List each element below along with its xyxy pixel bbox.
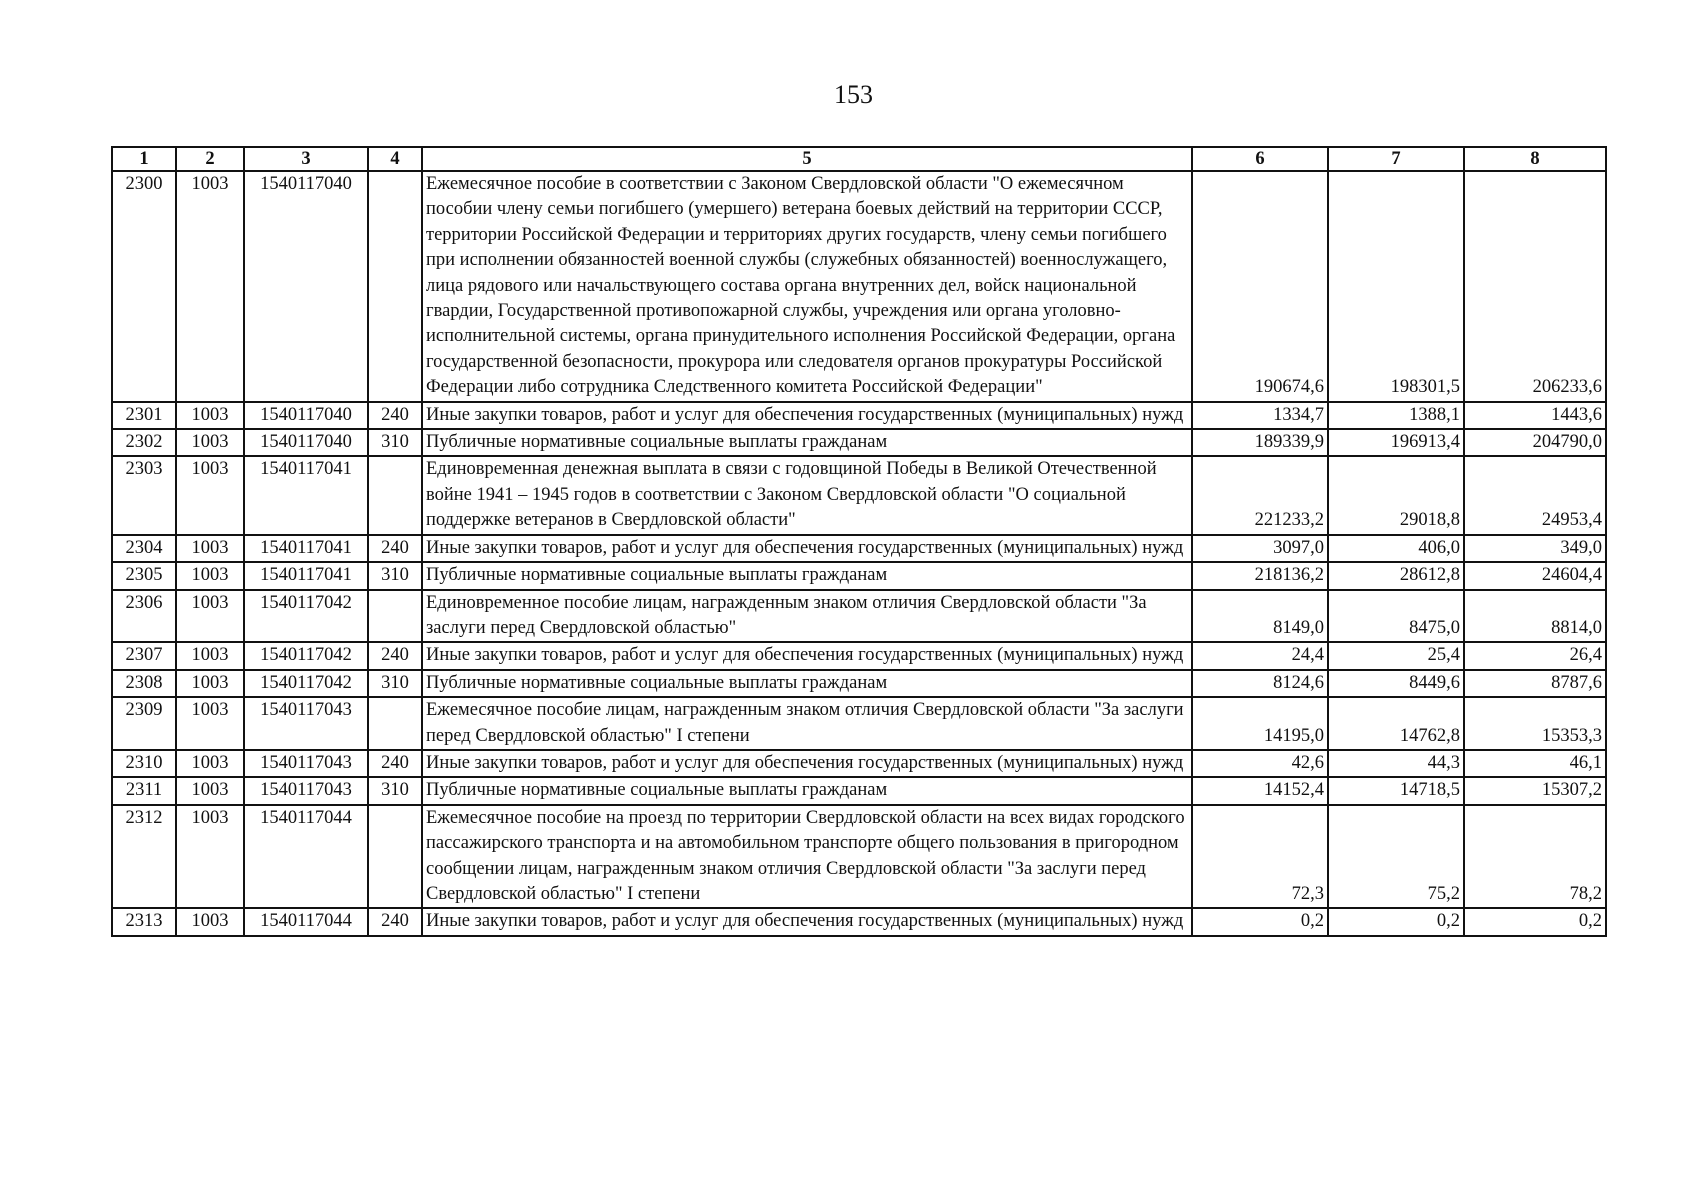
section-code-cell: 1003 xyxy=(176,562,244,589)
amount-col-7-cell: 198301,5 xyxy=(1328,171,1464,402)
amount-col-6-cell: 24,4 xyxy=(1192,642,1328,669)
section-code-cell: 1003 xyxy=(176,670,244,697)
expense-type-code-cell: 240 xyxy=(368,642,422,669)
row-number-cell: 2310 xyxy=(112,750,176,777)
amount-col-7-cell: 25,4 xyxy=(1328,642,1464,669)
row-number-cell: 2306 xyxy=(112,590,176,643)
section-code-cell: 1003 xyxy=(176,590,244,643)
amount-col-8-cell: 8814,0 xyxy=(1464,590,1606,643)
amount-col-7-cell: 8475,0 xyxy=(1328,590,1464,643)
table-row xyxy=(112,456,1606,534)
amount-col-7-cell: 14718,5 xyxy=(1328,777,1464,804)
amount-col-8-cell: 0,2 xyxy=(1464,908,1606,935)
section-code-cell: 1003 xyxy=(176,908,244,935)
description-cell: Публичные нормативные социальные выплаты гражданам xyxy=(422,670,1192,697)
target-article-code-cell: 1540117042 xyxy=(244,670,368,697)
section-code-cell: 1003 xyxy=(176,456,244,534)
amount-col-7-cell: 14762,8 xyxy=(1328,697,1464,750)
amount-col-6-cell: 190674,6 xyxy=(1192,171,1328,402)
target-article-code-cell: 1540117041 xyxy=(244,562,368,589)
amount-col-7-cell: 28612,8 xyxy=(1328,562,1464,589)
description-cell: Публичные нормативные социальные выплаты гражданам xyxy=(422,777,1192,804)
amount-col-8-cell: 46,1 xyxy=(1464,750,1606,777)
amount-col-6-cell: 8149,0 xyxy=(1192,590,1328,643)
target-article-code-cell: 1540117044 xyxy=(244,805,368,909)
amount-col-8-cell: 24604,4 xyxy=(1464,562,1606,589)
description-cell: Публичные нормативные социальные выплаты гражданам xyxy=(422,562,1192,589)
target-article-code-cell: 1540117041 xyxy=(244,535,368,562)
section-code-cell: 1003 xyxy=(176,805,244,909)
description-cell: Ежемесячное пособие в соответствии с Законом Свердловской области "О ежемесячном пособии члену семьи погибшего (умершего) ветерана боевых действий на территории СССР, территории Российской Федерации и территориях других государств, члену семьи погибшего при исполнении обязанностей военной службы (служебных обязанностей) военнослужащего, лица рядового или начальствующего состава органа внутренних дел, войск национальной гвардии, Государственной противопожарной службы, учреждения или органа уголовно-исполнительной системы, органа принудительного исполнения Российской Федерации, органа государственной безопасности, прокурора или следователя органов прокуратуры Российской Федерации либо сотрудника Следственного комитета Российской Федерации" xyxy=(422,171,1192,402)
header-row xyxy=(112,147,1606,171)
page-number: 153 xyxy=(834,80,873,109)
header-col-3: 3 xyxy=(244,147,368,171)
description-cell: Иные закупки товаров, работ и услуг для обеспечения государственных (муниципальных) нужд xyxy=(422,908,1192,935)
section-code-cell: 1003 xyxy=(176,171,244,402)
section-code-cell: 1003 xyxy=(176,429,244,456)
table-row xyxy=(112,171,1606,402)
amount-col-6-cell: 221233,2 xyxy=(1192,456,1328,534)
row-number-cell: 2301 xyxy=(112,402,176,429)
amount-col-6-cell: 8124,6 xyxy=(1192,670,1328,697)
amount-col-7-cell: 406,0 xyxy=(1328,535,1464,562)
description-cell: Ежемесячное пособие лицам, награжденным знаком отличия Свердловской области "За заслуги перед Свердловской областью" I степени xyxy=(422,697,1192,750)
amount-col-8-cell: 8787,6 xyxy=(1464,670,1606,697)
row-number-cell: 2300 xyxy=(112,171,176,402)
amount-col-7-cell: 1388,1 xyxy=(1328,402,1464,429)
section-code-cell: 1003 xyxy=(176,750,244,777)
description-cell: Иные закупки товаров, работ и услуг для обеспечения государственных (муниципальных) нужд xyxy=(422,642,1192,669)
row-number-cell: 2303 xyxy=(112,456,176,534)
table-row xyxy=(112,670,1606,697)
amount-col-6-cell: 14195,0 xyxy=(1192,697,1328,750)
budget-table xyxy=(111,146,1607,937)
target-article-code-cell: 1540117042 xyxy=(244,590,368,643)
header-col-4: 4 xyxy=(368,147,422,171)
amount-col-7-cell: 196913,4 xyxy=(1328,429,1464,456)
description-cell: Единовременное пособие лицам, награжденным знаком отличия Свердловской области "За заслуги перед Свердловской областью" xyxy=(422,590,1192,643)
row-number-cell: 2307 xyxy=(112,642,176,669)
expense-type-code-cell xyxy=(368,590,422,643)
table-row xyxy=(112,697,1606,750)
description-cell: Единовременная денежная выплата в связи с годовщиной Победы в Великой Отечественной войне 1941 – 1945 годов в соответствии с Законом Свердловской области "О социальной поддержке ветеранов в Свердловской области" xyxy=(422,456,1192,534)
header-col-5: 5 xyxy=(422,147,1192,171)
amount-col-6-cell: 0,2 xyxy=(1192,908,1328,935)
expense-type-code-cell: 310 xyxy=(368,670,422,697)
amount-col-8-cell: 1443,6 xyxy=(1464,402,1606,429)
description-cell: Иные закупки товаров, работ и услуг для обеспечения государственных (муниципальных) нужд xyxy=(422,535,1192,562)
target-article-code-cell: 1540117040 xyxy=(244,429,368,456)
expense-type-code-cell: 310 xyxy=(368,777,422,804)
row-number-cell: 2302 xyxy=(112,429,176,456)
amount-col-8-cell: 204790,0 xyxy=(1464,429,1606,456)
amount-col-6-cell: 1334,7 xyxy=(1192,402,1328,429)
expense-type-code-cell xyxy=(368,456,422,534)
amount-col-7-cell: 44,3 xyxy=(1328,750,1464,777)
expense-type-code-cell xyxy=(368,805,422,909)
amount-col-6-cell: 72,3 xyxy=(1192,805,1328,909)
table-header xyxy=(112,147,1606,171)
target-article-code-cell: 1540117043 xyxy=(244,750,368,777)
row-number-cell: 2304 xyxy=(112,535,176,562)
amount-col-8-cell: 15353,3 xyxy=(1464,697,1606,750)
header-col-1: 1 xyxy=(112,147,176,171)
expense-type-code-cell xyxy=(368,697,422,750)
amount-col-6-cell: 42,6 xyxy=(1192,750,1328,777)
row-number-cell: 2311 xyxy=(112,777,176,804)
amount-col-7-cell: 29018,8 xyxy=(1328,456,1464,534)
amount-col-7-cell: 8449,6 xyxy=(1328,670,1464,697)
section-code-cell: 1003 xyxy=(176,697,244,750)
amount-col-6-cell: 218136,2 xyxy=(1192,562,1328,589)
table-row xyxy=(112,750,1606,777)
section-code-cell: 1003 xyxy=(176,777,244,804)
table-row xyxy=(112,429,1606,456)
table-row xyxy=(112,535,1606,562)
amount-col-8-cell: 78,2 xyxy=(1464,805,1606,909)
table-row xyxy=(112,642,1606,669)
expense-type-code-cell: 240 xyxy=(368,750,422,777)
header-col-7: 7 xyxy=(1328,147,1464,171)
table-row xyxy=(112,777,1606,804)
target-article-code-cell: 1540117043 xyxy=(244,777,368,804)
amount-col-8-cell: 349,0 xyxy=(1464,535,1606,562)
row-number-cell: 2308 xyxy=(112,670,176,697)
header-col-6: 6 xyxy=(1192,147,1328,171)
amount-col-7-cell: 0,2 xyxy=(1328,908,1464,935)
amount-col-8-cell: 206233,6 xyxy=(1464,171,1606,402)
target-article-code-cell: 1540117041 xyxy=(244,456,368,534)
expense-type-code-cell: 240 xyxy=(368,535,422,562)
table-row xyxy=(112,590,1606,643)
expense-type-code-cell: 310 xyxy=(368,429,422,456)
amount-col-6-cell: 14152,4 xyxy=(1192,777,1328,804)
amount-col-8-cell: 26,4 xyxy=(1464,642,1606,669)
row-number-cell: 2305 xyxy=(112,562,176,589)
amount-col-8-cell: 15307,2 xyxy=(1464,777,1606,804)
table-body xyxy=(112,171,1606,936)
table-row xyxy=(112,908,1606,935)
table-row xyxy=(112,402,1606,429)
target-article-code-cell: 1540117043 xyxy=(244,697,368,750)
description-cell: Иные закупки товаров, работ и услуг для обеспечения государственных (муниципальных) нужд xyxy=(422,402,1192,429)
expense-type-code-cell: 310 xyxy=(368,562,422,589)
row-number-cell: 2312 xyxy=(112,805,176,909)
header-col-2: 2 xyxy=(176,147,244,171)
section-code-cell: 1003 xyxy=(176,402,244,429)
expense-type-code-cell: 240 xyxy=(368,908,422,935)
description-cell: Иные закупки товаров, работ и услуг для обеспечения государственных (муниципальных) нужд xyxy=(422,750,1192,777)
target-article-code-cell: 1540117042 xyxy=(244,642,368,669)
target-article-code-cell: 1540117040 xyxy=(244,171,368,402)
row-number-cell: 2309 xyxy=(112,697,176,750)
section-code-cell: 1003 xyxy=(176,642,244,669)
section-code-cell: 1003 xyxy=(176,535,244,562)
row-number-cell: 2313 xyxy=(112,908,176,935)
amount-col-8-cell: 24953,4 xyxy=(1464,456,1606,534)
expense-type-code-cell: 240 xyxy=(368,402,422,429)
table-row xyxy=(112,562,1606,589)
description-cell: Публичные нормативные социальные выплаты гражданам xyxy=(422,429,1192,456)
expense-type-code-cell xyxy=(368,171,422,402)
target-article-code-cell: 1540117040 xyxy=(244,402,368,429)
amount-col-7-cell: 75,2 xyxy=(1328,805,1464,909)
amount-col-6-cell: 3097,0 xyxy=(1192,535,1328,562)
description-cell: Ежемесячное пособие на проезд по территории Свердловской области на всех видах городского пассажирского транспорта и на автомобильном транспорте общего пользования в пригородном сообщении лицам, награжденным знаком отличия Свердловской области "За заслуги перед Свердловской областью" I степени xyxy=(422,805,1192,909)
target-article-code-cell: 1540117044 xyxy=(244,908,368,935)
amount-col-6-cell: 189339,9 xyxy=(1192,429,1328,456)
table-row xyxy=(112,805,1606,909)
header-col-8: 8 xyxy=(1464,147,1606,171)
